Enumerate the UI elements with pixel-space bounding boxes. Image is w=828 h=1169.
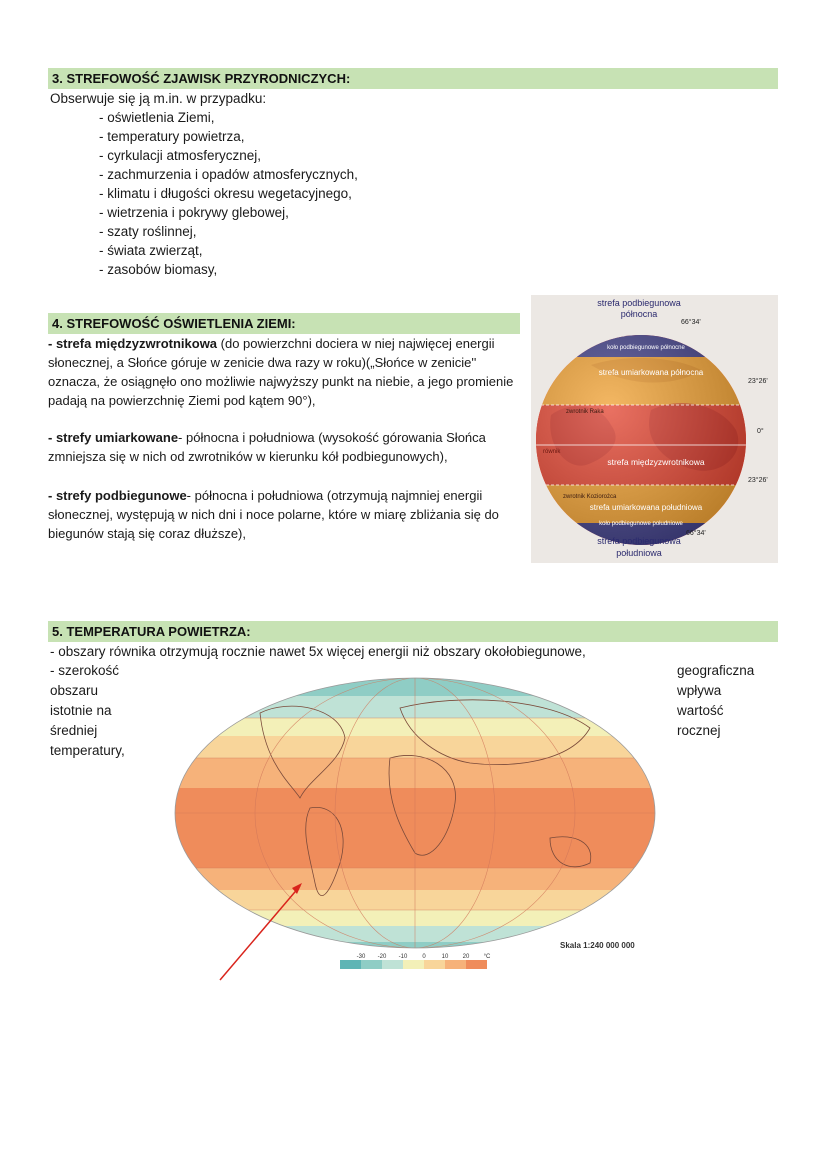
list-item: - wietrzenia i pokrywy glebowej, [99,205,289,220]
section-5-header: 5. TEMPERATURA POWIETRZA: [48,621,778,642]
legend-swatch [445,960,466,969]
globe-bottom-label-2: południowa [616,548,662,558]
desc-tropical: (do powierzchni dociera w niej najwięcej energii słonecznej, a Słońce góruje w zenicie dwa razy w roku)(„Słońce w zenicie'' oznacza, że osiągnęło ono możliwie najwyższy punkt na niebie, a jego promienie padają na powierzchnię Ziemi pod kątem 90°), [48,336,514,408]
term-temperate: - strefy umiarkowane [48,430,179,445]
right-word: wartość [677,703,724,718]
legend-tick: -30 [356,954,366,960]
list-item: - oświetlenia Ziemi, [99,110,215,125]
right-word: geograficzna [677,663,755,678]
section-3-intro: Obserwuje się ją m.in. w przypadku: [50,91,267,106]
legend-tick: -20 [377,954,387,960]
paragraph-polar-zones [48,486,526,543]
globe-svg [531,295,778,563]
lat-66-south-label: 66°34' [686,530,706,537]
legend-swatch [424,960,445,969]
band-label-polar-south: koło podbiegunowe południowe [599,521,683,527]
list-item: - zachmurzenia i opadów atmosferycznych, [99,167,358,182]
band-label-temperate-north: strefa umiarkowana północna [598,368,704,377]
left-word: średniej [50,723,98,738]
section-4-header: 4. STREFOWOŚĆ OŚWIETLENIA ZIEMI: [48,313,520,334]
globe-top-label-2: północna [620,309,658,319]
list-item: - klimatu i długości okresu wegetacyjnego, [99,186,352,201]
legend-swatch [382,960,403,969]
right-text-column [677,661,754,741]
band-label-polar-north: koło podbiegunowe północne [607,345,685,351]
map-scale-label: Skala 1:240 000 000 [560,941,635,950]
band-label-temperate-south: strefa umiarkowana południowa [589,503,703,512]
left-word: temperatury, [50,743,125,758]
legend-tick: 20 [462,954,470,960]
legend-swatch [403,960,424,969]
band-label-tropical: strefa międzyzwrotnikowa [607,457,705,467]
band-label-tropic-cancer: zwrotnik Raka [566,409,604,415]
section-3-header: 3. STREFOWOŚĆ ZJAWISK PRZYRODNICZYCH: [48,68,778,89]
list-item: - szaty roślinnej, [99,224,197,239]
paragraph-tropical-zone [48,334,526,410]
equator-energy-line: - obszary równika otrzymują rocznie nawet 5x więcej energii niż obszary okołobiegunowe, [50,644,586,659]
band-label-equator: równik [543,449,561,455]
list-item: - świata zwierząt, [99,243,203,258]
lat-66-north-label: 66°34' [681,319,701,326]
legend-swatch [466,960,487,969]
right-word: wpływa [677,683,722,698]
legend-tick: -10 [398,954,408,960]
legend-unit: °C [483,954,491,960]
left-word: istotnie na [50,703,112,718]
legend-tick: 10 [441,954,449,960]
list-item: - zasobów biomasy, [99,262,218,277]
right-word: rocznej [677,723,721,738]
globe-top-label-1: strefa podbiegunowa [597,298,681,308]
list-item: - cyrkulacji atmosferycznej, [99,148,262,163]
left-text-column [50,661,125,761]
term-polar: - strefy podbiegunowe [48,488,187,503]
desc-temperate: - północna i południowa (wysokość górowania Słońca zmniejsza się w nich od zwrotników w kierunku kół podbiegunowych), [48,430,486,464]
legend-swatch [361,960,382,969]
desc-polar: - północna i południowa (otrzymują najmniej energii słonecznej, występują w nich dni i noce polarne, które w miarę zbliżania się do biegunów stają się coraz dłuższe), [48,488,499,541]
lat-0-label: 0° [757,428,764,435]
phenomena-list [99,108,358,279]
term-tropical: - strefa międzyzwrotnikowa [48,336,218,351]
paragraph-temperate-zones [48,428,526,466]
lat-23-south-label: 23°26' [748,477,768,484]
left-word: - szerokość [50,663,120,678]
legend-swatch [340,960,361,969]
world-map-svg [170,668,660,988]
world-temperature-map-figure [170,668,660,988]
band-label-tropic-capricorn: zwrotnik Koziorożca [563,494,617,500]
globe-illumination-zones-figure [531,295,778,563]
globe-bottom-label-1: strefa podbiegunowa [597,536,681,546]
legend-tick: 0 [422,954,426,960]
left-word: obszaru [50,683,99,698]
temperature-legend [340,954,491,969]
lat-23-north-label: 23°26' [748,378,768,385]
list-item: - temperatury powietrza, [99,129,245,144]
